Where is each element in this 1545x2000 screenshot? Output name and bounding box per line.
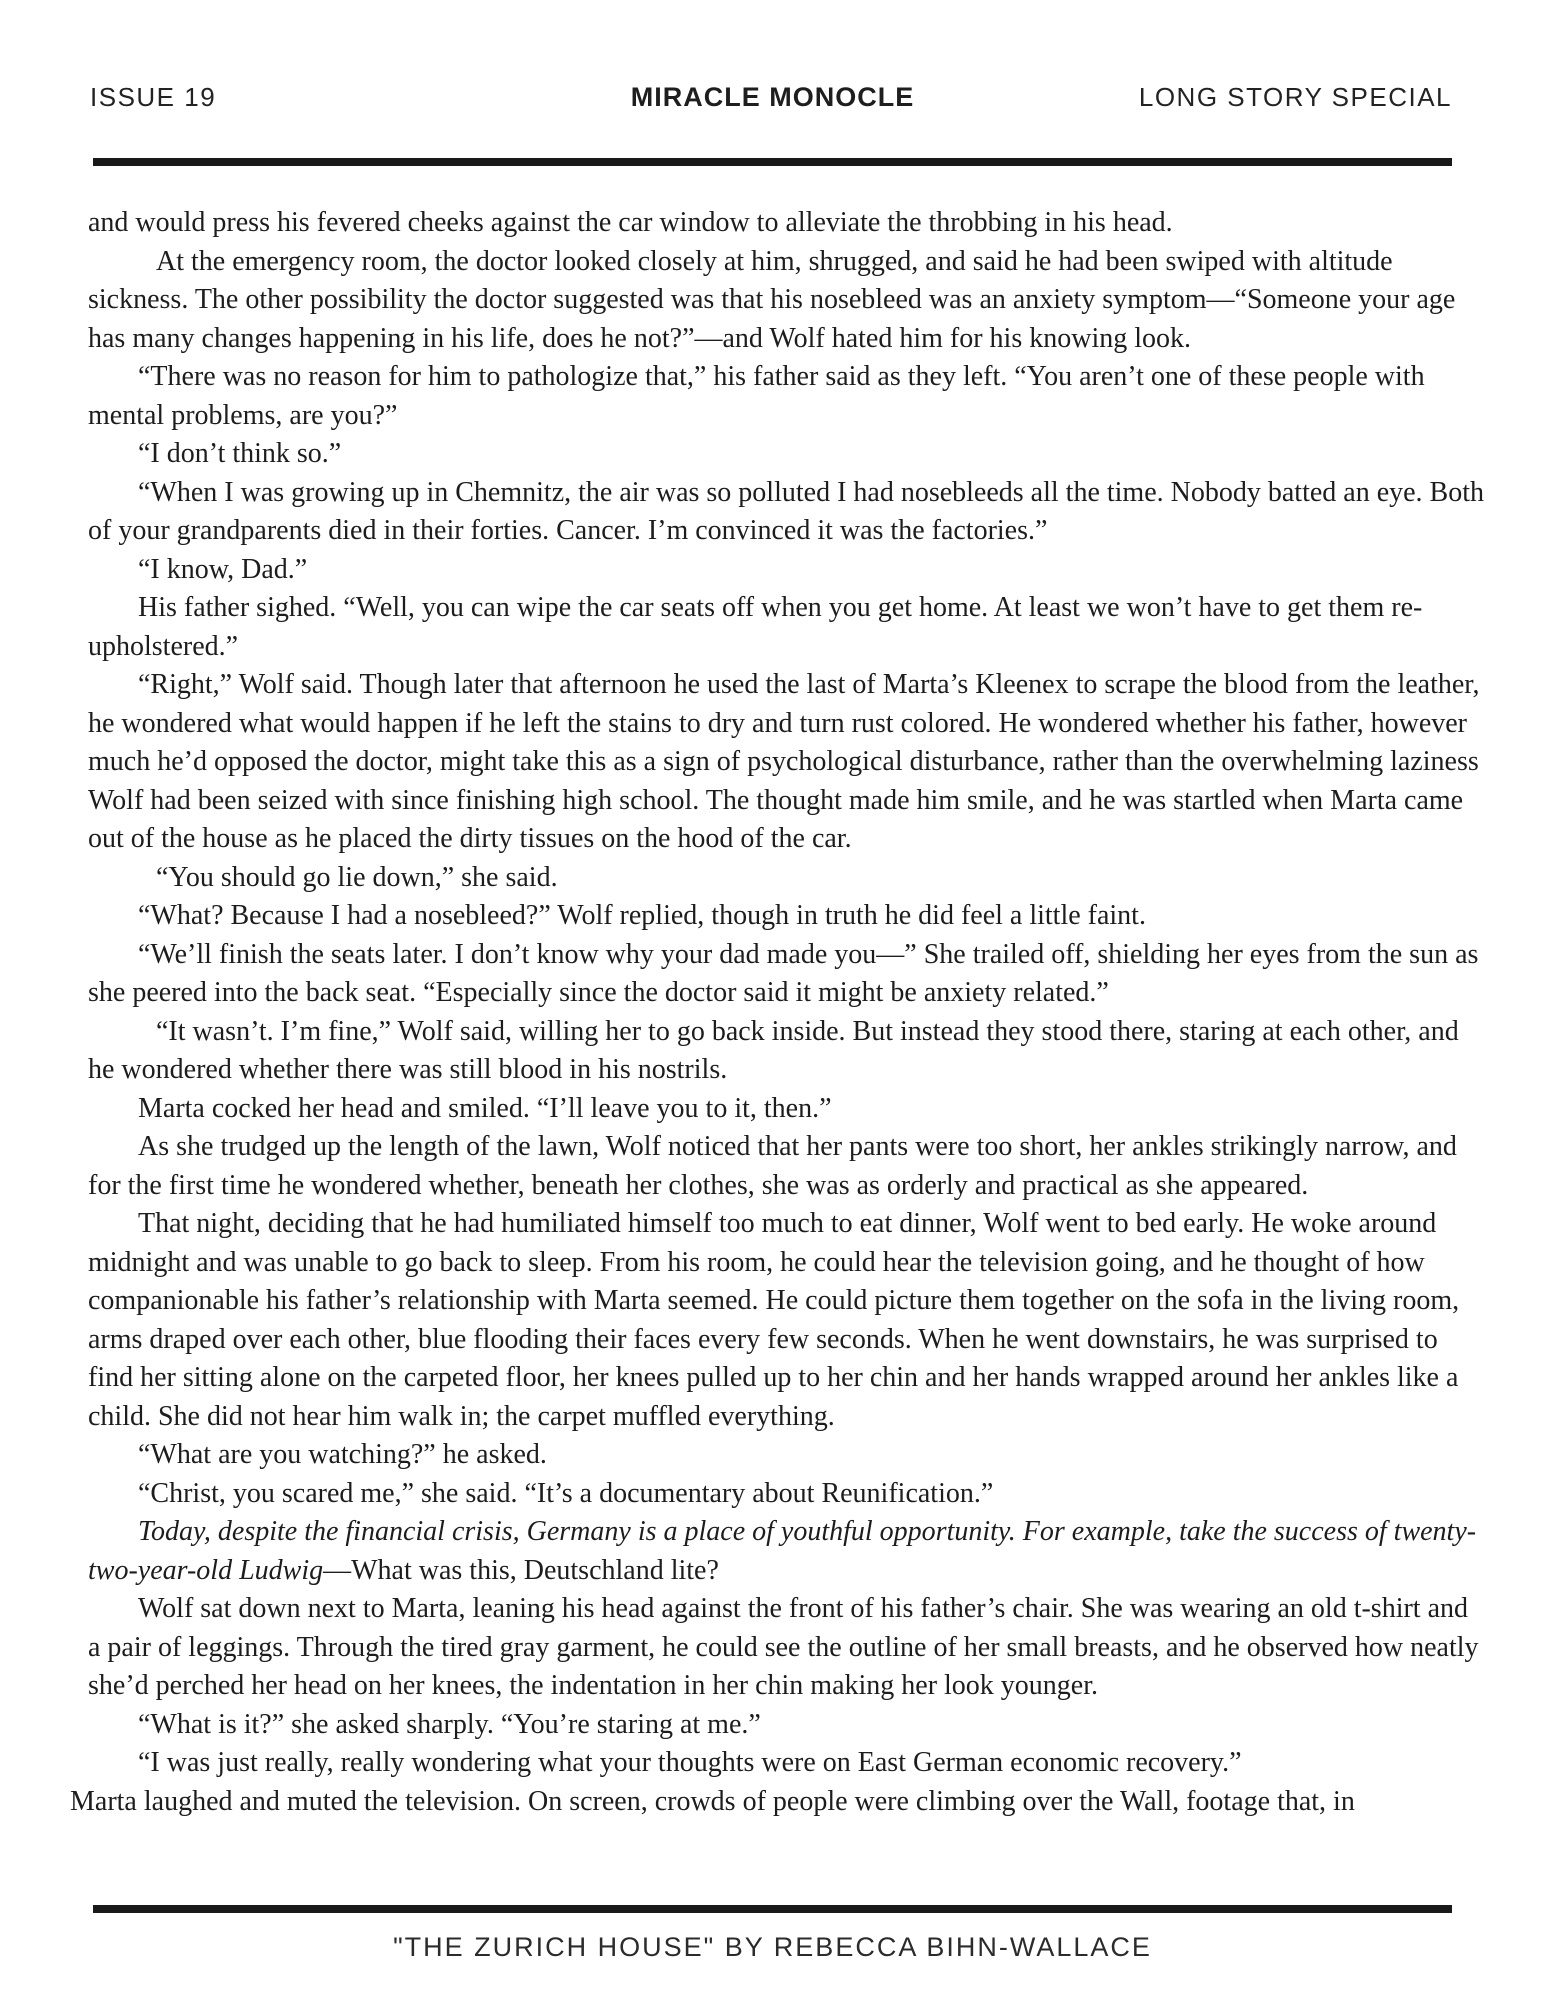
paragraph [88,243,1484,359]
magazine-title: MIRACLE MONOCLE [630,82,915,112]
text-segment: “Christ, you scared me,” she said. “It’s a documentary about Reunification.” [138,1477,994,1509]
paragraph [88,358,1484,435]
paragraph [88,551,1484,590]
paragraph [88,435,1484,474]
text-segment: At the emergency room, the doctor looked closely at him, shrugged, and said he had been swiped with altitude sickness. The other possibility the doctor suggested was that his nosebleed was an anxiety symptom—“Someone your age has many changes happening in his life, does he not?”—and Wolf hated him for his knowing look. [88,245,1456,354]
story-byline: "THE ZURICH HOUSE" BY REBECCA BIHN-WALLACE [393,1932,1152,1962]
text-segment: “There was no reason for him to pathologize that,” his father said as they left. “You aren’t one of these people with mental problems, are you?” [88,361,1425,431]
paragraph [88,204,1484,243]
footer-rule [93,1905,1452,1913]
text-segment: Marta cocked her head and smiled. “I’ll leave you to it, then.” [138,1092,832,1124]
story-text [70,204,1485,1821]
paragraph [88,1590,1484,1706]
paragraph [88,1706,1484,1745]
text-segment: His father sighed. “Well, you can wipe the car seats off when you get home. At least we won’t have to get them re-upholstered.” [88,592,1423,662]
paragraph [88,1205,1484,1436]
paragraph [88,897,1484,936]
paragraph [88,589,1484,666]
paragraph [88,1744,1484,1783]
issue-number: ISSUE 19 [90,82,217,112]
paragraph [88,1090,1484,1129]
section-label: LONG STORY SPECIAL [1138,82,1452,112]
header-rule [93,158,1452,166]
paragraph [88,936,1484,1013]
text-segment: “When I was growing up in Chemnitz, the air was so polluted I had nosebleeds all the time. Nobody batted an eye. Both of your grandparents died in their forties. Cancer. I’m convinced it was the factories.” [88,476,1485,546]
text-segment: “I know, Dad.” [138,553,308,585]
paragraph [88,1475,1484,1514]
text-segment: “You should go lie down,” she said. [156,861,558,893]
text-segment: “What is it?” she asked sharply. “You’re staring at me.” [138,1708,761,1740]
text-segment: “What? Because I had a nosebleed?” Wolf replied, though in truth he did feel a little faint. [138,900,1146,931]
paragraph [88,1128,1484,1205]
paragraph [88,1513,1484,1590]
paragraph [88,1436,1484,1475]
paragraph [88,474,1484,551]
text-segment: That night, deciding that he had humiliated himself too much to eat dinner, Wolf went to bed early. He woke around midnight and was unable to go back to sleep. From his room, he could hear the television going, and he thought of how companionable his father’s relationship with Marta seemed. He could picture them together on the sofa in the living room, arms draped over each other, blue flooding their faces every few seconds. When he went downstairs, he was surprised to find her sitting alone on the carpeted floor, her knees pulled up to her chin and her hands wrapped around her ankles like a child. She did not hear him walk in; the carpet muffled everything. [88,1208,1460,1432]
text-segment: —What was this, Deutschland lite? [323,1554,719,1586]
paragraph [88,1013,1484,1090]
paragraph [88,859,1484,898]
text-segment: Today, despite the financial crisis, Germany is a place of youthful opportunity. For example, take the success of twenty-two-year-old Ludwig [88,1516,1477,1586]
text-segment: “We’ll finish the seats later. I don’t know why your dad made you—” She trailed off, shielding her eyes from the sun as she peered into the back seat. “Especially since the doctor said it might be anxiety related.” [88,938,1479,1008]
text-segment: “I was just really, really wondering what your thoughts were on East German economic recovery.” [138,1747,1242,1778]
text-segment: “I don’t think so.” [138,438,342,469]
text-segment: Marta laughed and muted the television. On screen, crowds of people were climbing over the Wall, footage that, in [70,1785,1355,1817]
paragraph [88,666,1484,859]
text-segment: “Right,” Wolf said. Though later that afternoon he used the last of Marta’s Kleenex to scrape the blood from the leather, he wondered what would happen if he left the stains to dry and turn rust colored. He wondered whether his father, however much he’d opposed the doctor, might take this as a sign of psychological disturbance, rather than the overwhelming laziness Wolf had been seized with since finishing high school. The thought made him smile, and he was startled when Marta came out of the house as he placed the dirty tissues on the hood of the car. [88,669,1480,854]
text-segment: Wolf sat down next to Marta, leaning his head against the front of his father’s chair. She was wearing an old t-shirt and a pair of leggings. Through the tired gray garment, he could see the outline of her small breasts, and he observed how neatly she’d perched her head on her knees, the indentation in her chin making her look younger. [88,1593,1479,1701]
text-segment: and would press his fevered cheeks against the car window to alleviate the throbbing in his head. [88,207,1173,238]
paragraph [70,1783,1484,1822]
text-segment: “What are you watching?” he asked. [138,1439,547,1470]
text-segment: “It wasn’t. I’m fine,” Wolf said, willing her to go back inside. But instead they stood there, staring at each other, and he wondered whether there was still blood in his nostrils. [88,1015,1459,1085]
text-segment: As she trudged up the length of the lawn, Wolf noticed that her pants were too short, her ankles strikingly narrow, and for the first time he wondered whether, beneath her clothes, she was as orderly and practical as she appeared. [88,1131,1457,1201]
